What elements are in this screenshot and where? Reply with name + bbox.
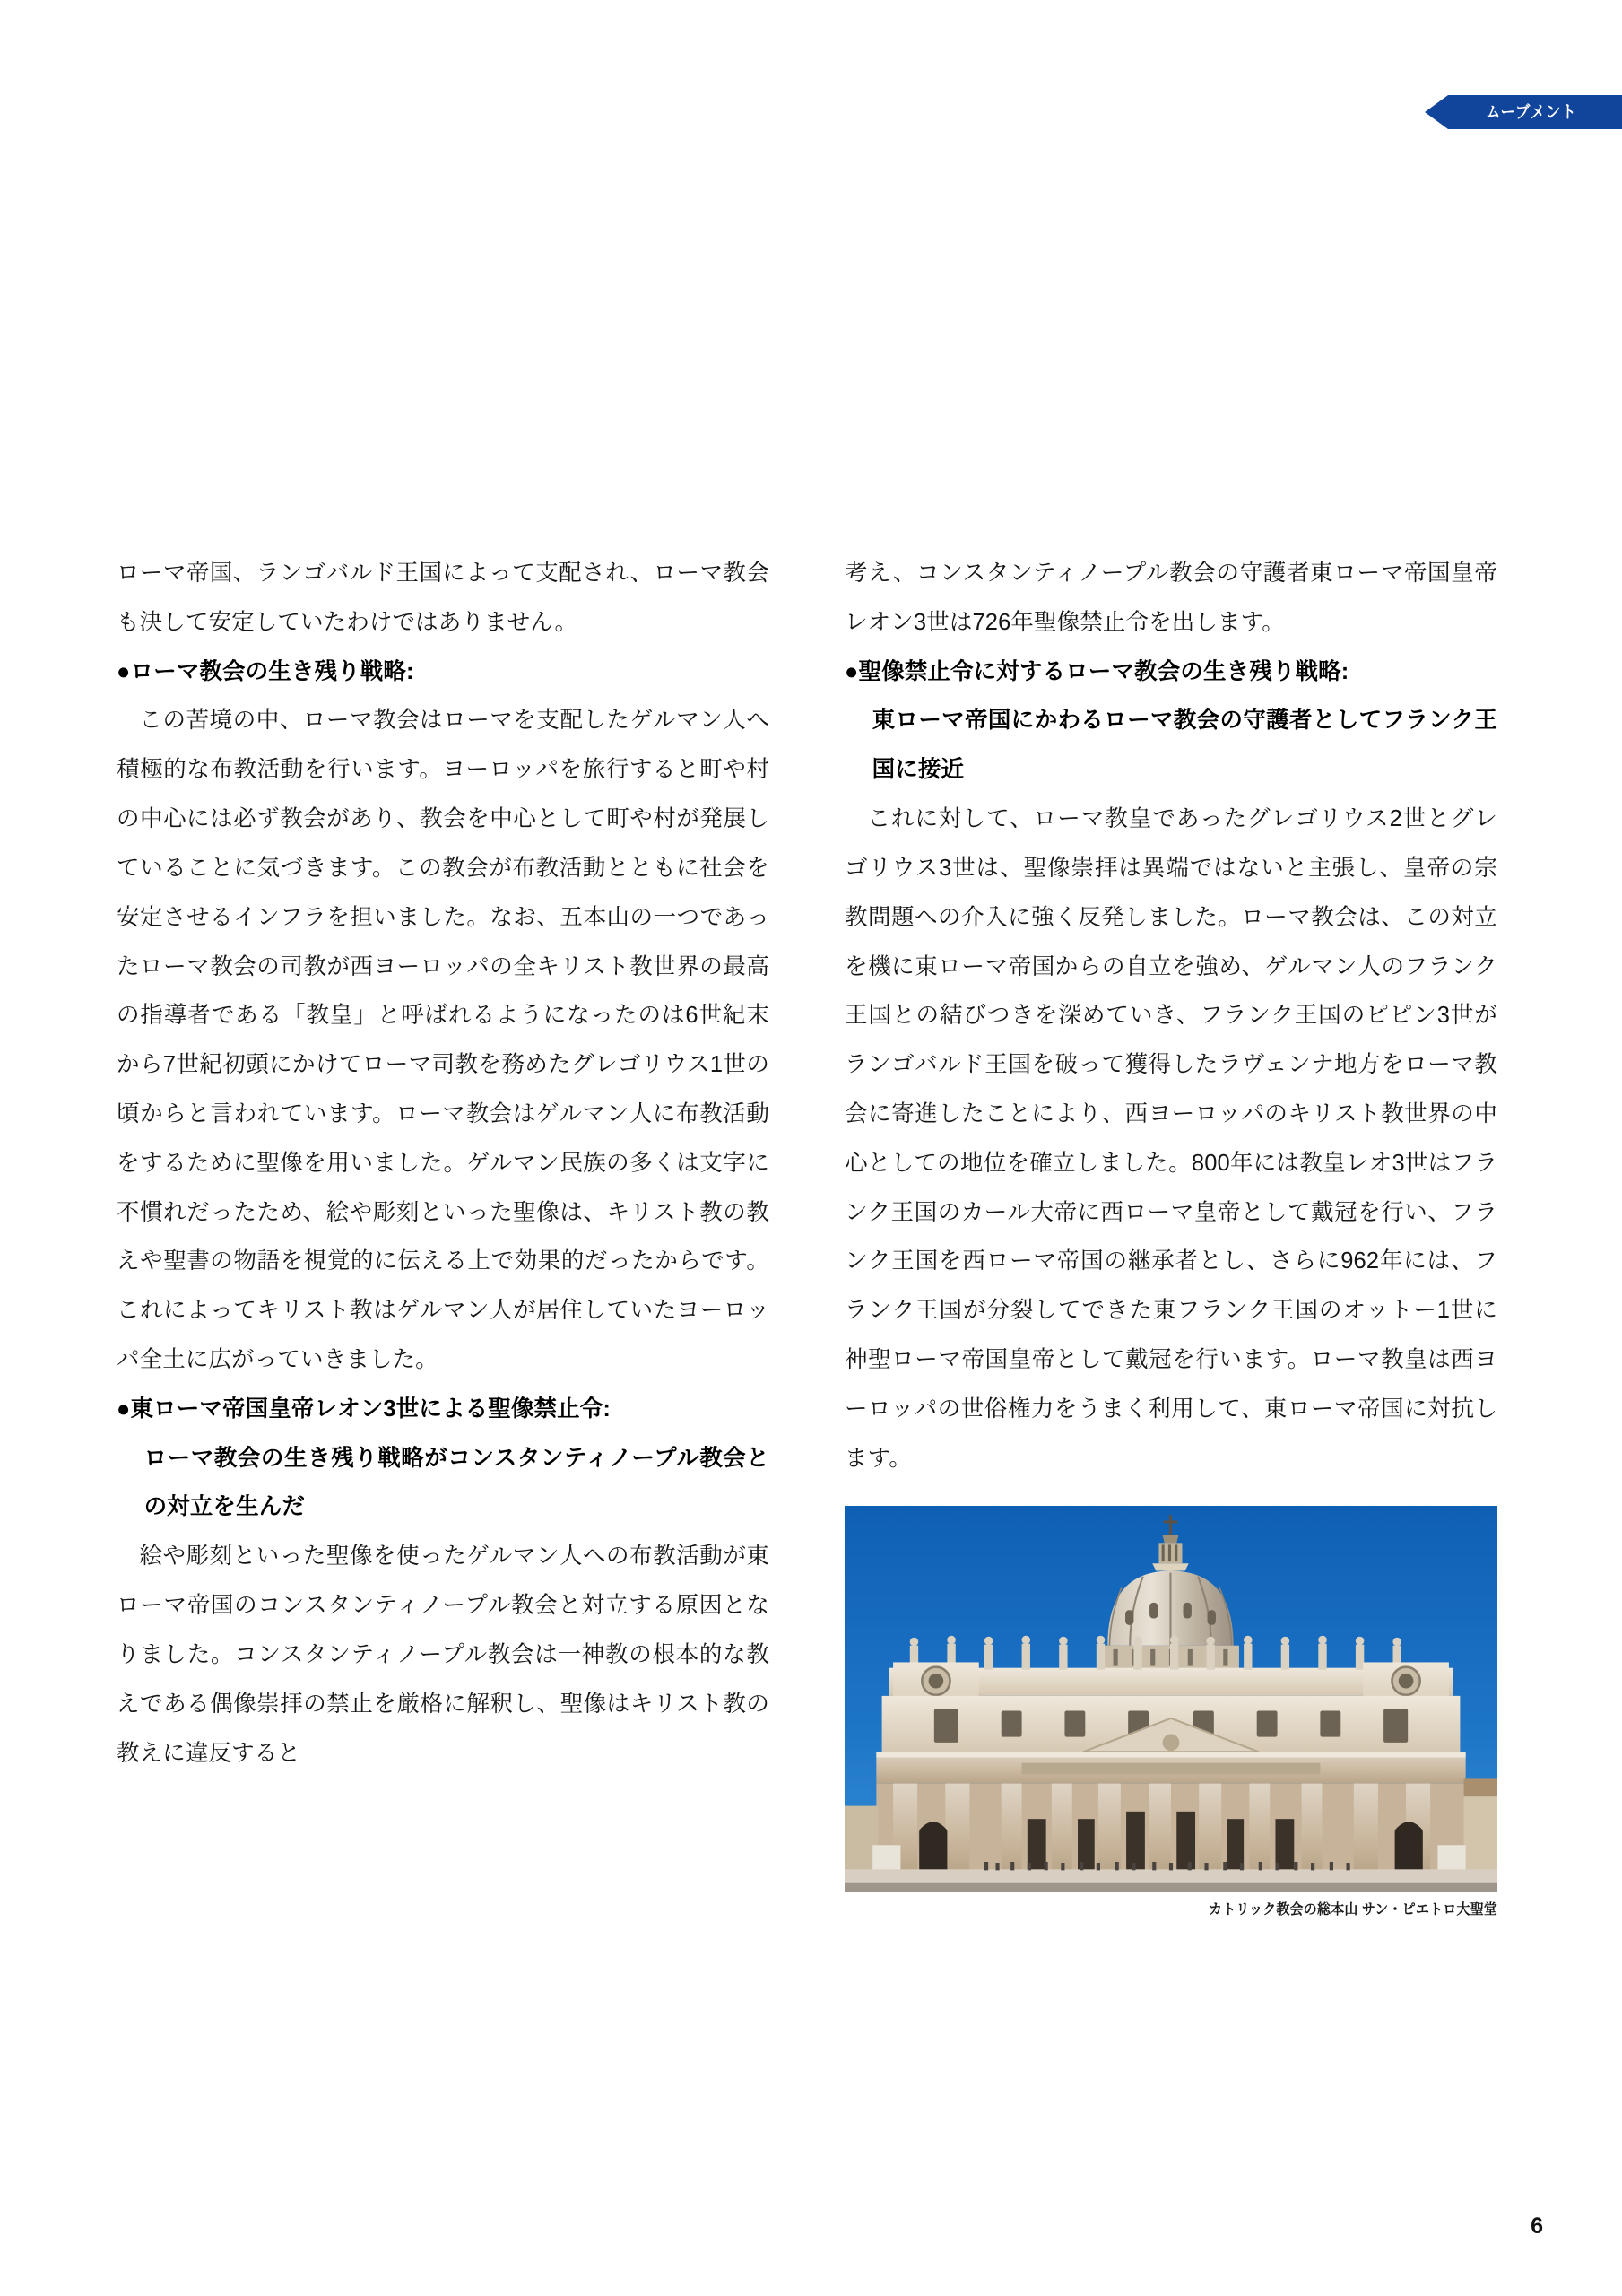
basilica-photo [845,1506,1497,1892]
figure-saint-peters-basilica [845,1506,1497,1918]
paragraph: これに対して、ローマ教皇であったグレゴリウス2世とグレゴリウス3世は、聖像崇拝は異端ではないと主張し、皇帝の宗教問題への介入に強く反発しました。ローマ教会は、この対立を機に東ローマ帝国からの自立を強め、ゲルマン人のフランク王国との結びつきを深めていき、フランク王国のピピン3世がランゴバルド王国を破って獲得したラヴェンナ地方をローマ教会に寄進したことにより、西ヨーロッパのキリスト教世界の中心としての地位を確立しました。800年には教皇レオ3世はフランク王国のカール大帝に西ローマ皇帝として戴冠を行い、フランク王国を西ローマ帝国の継承者とし、さらに962年には、フランク王国が分裂してできた東フランク王国のオットー1世に神聖ローマ帝国皇帝として戴冠を行います。ローマ教皇は西ヨーロッパの世俗権力をうまく利用して、東ローマ帝国に対抗します。 [845,806,1497,1471]
section-ribbon-tab [1448,95,1622,129]
page-number: 6 [1531,2213,1543,2239]
right-column [845,549,1497,1918]
paragraph: 絵や彫刻といった聖像を使ったゲルマン人への布教活動が東ローマ帝国のコンスタンティノープル教会と対立する原因となりました。コンスタンティノープル教会は一神教の根本的な教えである偶像崇拝の禁止を厳格に解釈し、聖像はキリスト教の教えに違反すると [117,1544,769,1766]
paragraph: この苦境の中、ローマ教会はローマを支配したゲルマン人へ積極的な布教活動を行います。ヨーロッパを旅行すると町や村の中心には必ず教会があり、教会を中心として町や村が発展していることに気づきます。この教会が布教活動とともに社会を安定させるインフラを担いました。なお、五本山の一つであったローマ教会の司教が西ヨーロッパの全キリスト教世界の最高の指導者である「教皇」と呼ばれるようになったのは6世紀末から7世紀初頭にかけてローマ司教を務めたグレゴリウス1世の頃からと言われています。ローマ教会はゲルマン人に布教活動をするために聖像を用いました。ゲルマン民族の多くは文字に不慣れだったため、絵や彫刻といった聖像は、キリスト教の教えや聖書の物語を視覚的に伝える上で効果的だったからです。これによってキリスト教はゲルマン人が居住していたヨーロッパ全土に広がっていきました。 [117,708,769,1372]
article-columns [117,549,1497,1918]
section-subheading: ローマ教会の生き残り戦略がコンスタンティノープル教会との対立を生んだ [143,1445,769,1520]
left-column [117,549,769,1918]
basilica-illustration [845,1506,1497,1892]
section-subheading: 東ローマ帝国にかわるローマ教会の守護者としてフランク王国に接近 [872,708,1497,783]
paragraph: ローマ帝国、ランゴバルド王国によって支配され、ローマ教会も決して安定していたわけではありません。 [117,561,769,635]
section-heading: ●聖像禁止令に対するローマ教会の生き残り戦略: [845,658,1349,684]
section-ribbon-body [1448,95,1622,129]
section-heading: ●東ローマ帝国皇帝レオン3世による聖像禁止令: [117,1396,612,1422]
figure-caption: カトリック教会の総本山 サン・ピエトロ大聖堂 [1209,1902,1497,1918]
paragraph: 考え、コンスタンティノープル教会の守護者東ローマ帝国皇帝レオン3世は726年聖像禁止令を出します。 [845,561,1497,635]
section-ribbon-label: ムーブメント [1485,102,1577,122]
section-heading: ●ローマ教会の生き残り戦略: [117,658,414,684]
